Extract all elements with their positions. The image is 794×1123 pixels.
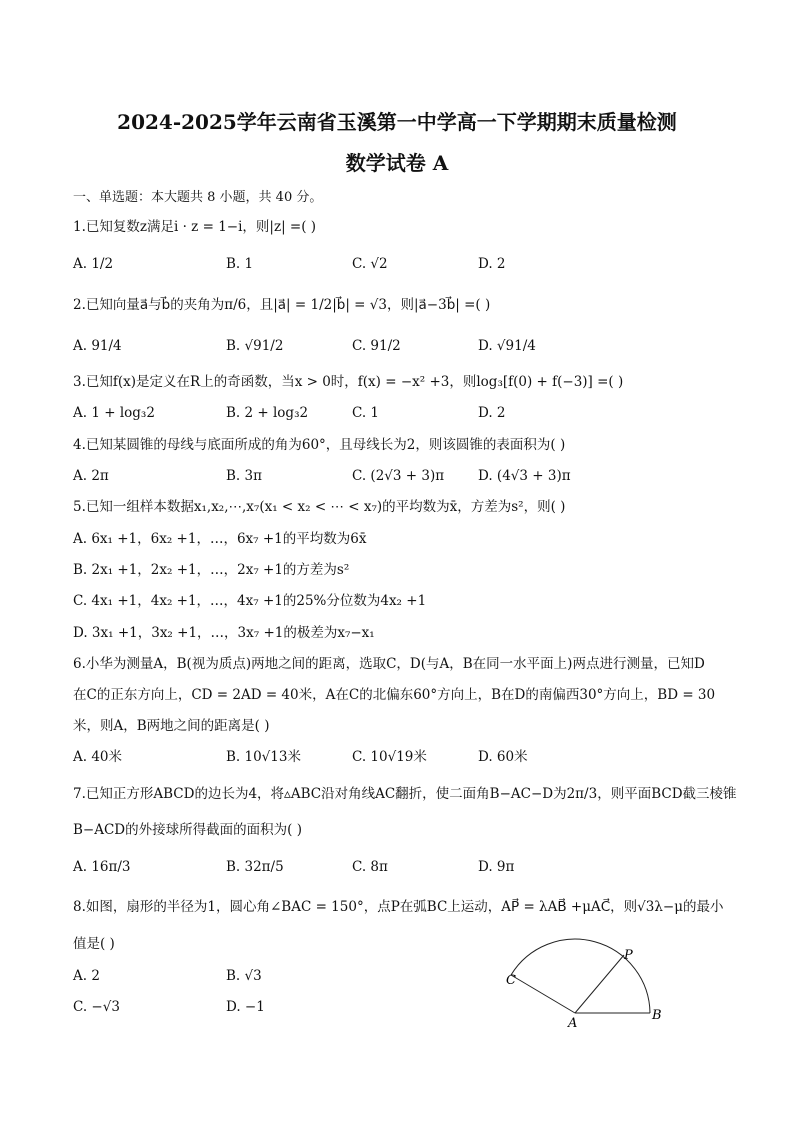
q6-option-c: C. 10√19米: [352, 749, 427, 765]
q3-option-a: A. 1 + log₃2: [73, 405, 155, 421]
q6-option-b: B. 10√13米: [226, 749, 301, 765]
q4-option-c: C. (2√3 + 3)π: [352, 468, 445, 484]
q2-option-b: B. √91/2: [226, 338, 284, 354]
label-b: B: [652, 1008, 662, 1023]
q3-option-d: D. 2: [478, 405, 506, 421]
q7-option-c: C. 8π: [352, 859, 388, 875]
question-6-line-3: 米，则A，B两地之间的距离是( ): [73, 718, 270, 734]
q4-option-d: D. (4√3 + 3)π: [478, 468, 571, 484]
segment-ap: [575, 955, 624, 1013]
q1-option-c: C. √2: [352, 256, 388, 272]
page-subtitle: 数学试卷 A: [345, 151, 449, 175]
q8-option-d: D. −1: [226, 999, 265, 1015]
q1-option-d: D. 2: [478, 256, 506, 272]
q5-option-d: D. 3x₁ +1，3x₂ +1，…，3x₇ +1的极差为x₇−x₁: [73, 625, 375, 641]
q7-option-d: D. 9π: [478, 859, 515, 875]
q4-option-b: B. 3π: [226, 468, 262, 484]
question-2-text: 2.已知向量a⃗与b⃗的夹角为π/6，且|a⃗| = 1/2|b⃗| = √3，则|a⃗−3b⃗| =( ): [73, 297, 491, 313]
section-heading: 一、单选题：本大题共 8 小题，共 40 分。: [73, 190, 323, 205]
question-3-text: 3.已知f(x)是定义在R上的奇函数，当x > 0时，f(x) = −x² +3，则log₃[f(0) + f(−3)] =( ): [73, 374, 624, 390]
q6-option-d: D. 60米: [478, 749, 528, 765]
q2-option-c: C. 91/2: [352, 338, 401, 354]
q7-option-b: B. 32π/5: [226, 859, 284, 875]
q2-option-d: D. √91/4: [478, 338, 536, 354]
question-6-line-2: 在C的正东方向上，CD = 2AD = 40米，A在C的北偏东60°方向上，B在D的南偏西30°方向上，BD = 30: [73, 687, 716, 703]
question-5-text: 5.已知一组样本数据x₁,x₂,⋯,x₇(x₁ < x₂ < ⋯ < x₇)的平均数为x̄，方差为s²，则( ): [73, 499, 566, 515]
q1-option-a: A. 1/2: [73, 256, 114, 272]
question-4-text: 4.已知某圆锥的母线与底面所成的角为60°，且母线长为2，则该圆锥的表面积为( ): [73, 437, 566, 453]
label-p: P: [624, 948, 633, 963]
q4-option-a: A. 2π: [73, 468, 109, 484]
question-8-line-2: 值是( ): [73, 936, 115, 952]
question-7-line-1: 7.已知正方形ABCD的边长为4，将▵ABC沿对角线AC翻折，使二面角B−AC−D为2π/3，则平面BCD截三棱锥: [73, 786, 737, 802]
q6-option-a: A. 40米: [73, 749, 123, 765]
question-7-line-2: B−ACD的外接球所得截面的面积为( ): [73, 822, 302, 838]
label-c: C: [506, 973, 516, 988]
q8-option-c: C. −√3: [73, 999, 120, 1015]
question-8-line-1: 8.如图，扇形的半径为1，圆心角∠BAC = 150°，点P在弧BC上运动，AP⃗ = λAB⃗ +μAC⃗，则√3λ−μ的最小: [73, 899, 724, 915]
q5-option-a: A. 6x₁ +1，6x₂ +1，…，6x₇ +1的平均数为6x̄: [73, 531, 367, 547]
q2-option-a: A. 91/4: [73, 338, 122, 354]
radius-ac: [511, 975, 575, 1013]
label-a: A: [568, 1016, 578, 1030]
q7-option-a: A. 16π/3: [73, 859, 131, 875]
q5-option-b: B. 2x₁ +1，2x₂ +1，…，2x₇ +1的方差为s²: [73, 562, 350, 578]
q8-option-b: B. √3: [226, 968, 262, 984]
page-title: 2024-2025学年云南省玉溪第一中学高一下学期期末质量检测: [117, 110, 677, 134]
q8-option-a: A. 2: [73, 968, 100, 984]
q3-option-b: B. 2 + log₃2: [226, 405, 309, 421]
sector-figure: [495, 930, 675, 1030]
q3-option-c: C. 1: [352, 405, 380, 421]
q5-option-c: C. 4x₁ +1，4x₂ +1，…，4x₇ +1的25%分位数为4x₂ +1: [73, 593, 427, 609]
q1-option-b: B. 1: [226, 256, 254, 272]
question-6-line-1: 6.小华为测量A，B(视为质点)两地之间的距离，选取C，D(与A，B在同一水平面上)两点进行测量，已知D: [73, 656, 705, 672]
question-1-text: 1.已知复数z满足i · z = 1−i，则|z| =( ): [73, 219, 317, 235]
